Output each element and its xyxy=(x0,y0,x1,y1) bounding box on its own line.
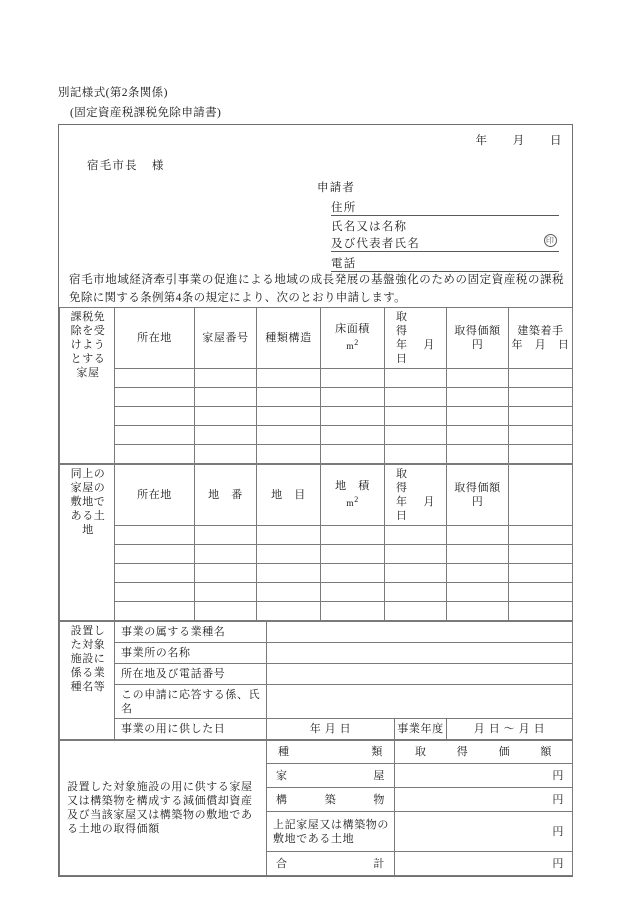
cell-blank[interactable] xyxy=(509,583,573,602)
applicant-section-label: 申請者 xyxy=(317,182,356,194)
cell-area[interactable] xyxy=(321,583,385,602)
cell-location[interactable] xyxy=(115,564,195,583)
cell-type-structure[interactable] xyxy=(257,369,321,388)
name-label-line1: 氏名又は名称 xyxy=(331,221,408,233)
building-col-floor-area: 床面積 $m^2$ xyxy=(321,308,385,369)
fiscal-to-month: 月 xyxy=(518,723,531,735)
building-row-label: 課税免除を受けようとする家屋 xyxy=(60,308,115,464)
acquisition-kind-structure: 構 築 物 xyxy=(267,788,395,812)
office-name-label: 事業所の名称 xyxy=(115,643,267,664)
cell-type-structure[interactable] xyxy=(257,407,321,426)
cell-location[interactable] xyxy=(115,407,195,426)
cell-acquisition-price[interactable] xyxy=(447,545,509,564)
land-data-row[interactable] xyxy=(60,564,573,583)
acquisition-table xyxy=(59,740,573,876)
cell-location[interactable] xyxy=(115,445,195,464)
land-col-area: 地 積 $m^2$ xyxy=(321,465,385,526)
building-col-construction-start: 建築着手 年 月 日 xyxy=(509,308,573,369)
cell-acquisition-price[interactable] xyxy=(447,526,509,545)
cell-acquisition-date[interactable] xyxy=(385,407,447,426)
building-col-acquisition-price: 取得価額 円 xyxy=(447,308,509,369)
name-label-line2: 及び代表者氏名 xyxy=(331,238,420,250)
contact-person-label: この申請に応答する係、氏名 xyxy=(115,685,267,719)
addressee-name: 宿毛市長 xyxy=(87,160,138,172)
application-form-box xyxy=(58,124,573,877)
business-type-value[interactable] xyxy=(267,622,573,643)
cell-number[interactable] xyxy=(195,445,257,464)
building-data-row[interactable] xyxy=(60,426,573,445)
cell-acquisition-price[interactable] xyxy=(447,583,509,602)
cell-acquisition-price[interactable] xyxy=(447,564,509,583)
cell-lot-number[interactable] xyxy=(195,602,257,621)
body-paragraph: 宿毛市地域経済牽引事業の促進による地域の成長発展の基盤強化のための固定資産税の課税免除に関する条例第4条の規定により、次のとおり申請します。 xyxy=(69,274,564,304)
cell-location[interactable] xyxy=(115,426,195,445)
fiscal-period-value[interactable] xyxy=(447,719,573,740)
cell-land-category[interactable] xyxy=(257,602,321,621)
cell-area[interactable] xyxy=(321,602,385,621)
land-data-row[interactable] xyxy=(60,526,573,545)
cell-land-category[interactable] xyxy=(257,526,321,545)
cell-land-category[interactable] xyxy=(257,564,321,583)
building-col-acquisition-date: 取 得 年 月 日 xyxy=(385,308,447,369)
business-table xyxy=(59,621,573,740)
fiscal-range-separator: 〜 xyxy=(503,723,516,735)
fiscal-year-label: 事業年度 xyxy=(395,719,447,740)
form-header-area xyxy=(59,125,572,307)
addressee-honorific: 様 xyxy=(151,160,165,172)
cell-location[interactable] xyxy=(115,545,195,564)
acquisition-col-kind: 種 類 xyxy=(267,741,395,764)
name-label-line1-row xyxy=(331,218,559,235)
cell-acquisition-price[interactable] xyxy=(447,388,509,407)
land-data-row[interactable] xyxy=(60,545,573,564)
cell-acquisition-date[interactable] xyxy=(385,426,447,445)
cell-acquisition-price[interactable] xyxy=(447,426,509,445)
cell-number[interactable] xyxy=(195,369,257,388)
cell-floor-area[interactable] xyxy=(321,407,385,426)
land-table xyxy=(59,464,573,621)
land-col-acquisition-date: 取 得 年 月 日 xyxy=(385,465,447,526)
cell-acquisition-date[interactable] xyxy=(385,369,447,388)
acquisition-amount-building[interactable]: 円 xyxy=(395,764,573,788)
cell-construction-start[interactable] xyxy=(509,445,573,464)
cell-acquisition-date[interactable] xyxy=(385,545,447,564)
land-data-row[interactable] xyxy=(60,602,573,621)
service-month-label: 月 xyxy=(324,723,337,735)
building-col-type-structure: 種類構造 xyxy=(257,308,321,369)
cell-type-structure[interactable] xyxy=(257,445,321,464)
service-day-label: 日 xyxy=(339,723,352,735)
land-data-row[interactable] xyxy=(60,583,573,602)
cell-number[interactable] xyxy=(195,426,257,445)
building-col-number: 家屋番号 xyxy=(195,308,257,369)
cell-lot-number[interactable] xyxy=(195,583,257,602)
business-row-label: 設置した対象施設に係る業種名等 xyxy=(60,622,115,740)
building-data-row[interactable] xyxy=(60,407,573,426)
cell-area[interactable] xyxy=(321,564,385,583)
form-title: 別記様式(第2条関係) xyxy=(58,87,168,99)
cell-construction-start[interactable] xyxy=(509,369,573,388)
land-col-acquisition-price: 取得価額 円 xyxy=(447,465,509,526)
acquisition-kind-land: 上記家屋又は構築物の敷地である土地 xyxy=(267,812,395,852)
cell-construction-start[interactable] xyxy=(509,388,573,407)
land-area-unit: $m^2$ xyxy=(346,494,359,510)
cell-blank[interactable] xyxy=(509,526,573,545)
contact-person-value[interactable] xyxy=(267,685,573,719)
office-address-tel-value[interactable] xyxy=(267,664,573,685)
land-col-land-category: 地 目 xyxy=(257,465,321,526)
land-col-blank xyxy=(509,465,573,526)
cell-acquisition-price[interactable] xyxy=(447,445,509,464)
floor-area-unit: $m^2$ xyxy=(346,337,359,353)
building-data-row[interactable] xyxy=(60,445,573,464)
cell-acquisition-date[interactable] xyxy=(385,564,447,583)
land-row-label: 同上の家屋の敷地である土地 xyxy=(60,465,115,621)
acquisition-row-label: 設置した対象施設の用に供する家屋又は構築物を構成する減価償却資産及び当該家屋又は構築物の敷地である土地の取得価額 xyxy=(60,741,267,876)
acquisition-amount-land[interactable]: 円 xyxy=(395,812,573,852)
telephone-label: 電話 xyxy=(331,258,357,270)
cell-acquisition-date[interactable] xyxy=(385,583,447,602)
cell-land-category[interactable] xyxy=(257,583,321,602)
cell-area[interactable] xyxy=(321,526,385,545)
cell-blank[interactable] xyxy=(509,545,573,564)
cell-construction-start[interactable] xyxy=(509,426,573,445)
cell-location[interactable] xyxy=(115,526,195,545)
office-address-tel-label: 所在地及び電話番号 xyxy=(115,664,267,685)
cell-construction-start[interactable] xyxy=(509,407,573,426)
cell-acquisition-price[interactable] xyxy=(447,407,509,426)
acquisition-kind-total: 合 計 xyxy=(267,852,395,876)
fiscal-from-day: 日 xyxy=(488,723,501,735)
cell-acquisition-date[interactable] xyxy=(385,602,447,621)
cell-lot-number[interactable] xyxy=(195,526,257,545)
seal-icon: 印 xyxy=(545,236,556,245)
office-name-value[interactable] xyxy=(267,643,573,664)
cell-location[interactable] xyxy=(115,583,195,602)
date-day-label: 日 xyxy=(550,135,562,147)
land-col-lot-number: 地 番 xyxy=(195,465,257,526)
building-col-location: 所在地 xyxy=(115,308,195,369)
name-field[interactable] xyxy=(331,235,559,252)
cell-acquisition-date[interactable] xyxy=(385,445,447,464)
building-data-row[interactable] xyxy=(60,388,573,407)
cell-type-structure[interactable] xyxy=(257,426,321,445)
cell-acquisition-price[interactable] xyxy=(447,602,509,621)
fiscal-from-month: 月 xyxy=(473,723,486,735)
service-date-value[interactable] xyxy=(267,719,395,740)
cell-acquisition-price[interactable] xyxy=(447,369,509,388)
cell-floor-area[interactable] xyxy=(321,369,385,388)
building-table xyxy=(59,307,573,464)
date-year-label: 年 xyxy=(475,135,488,147)
cell-floor-area[interactable] xyxy=(321,388,385,407)
date-month-label: 月 xyxy=(512,135,525,147)
addressee xyxy=(87,157,165,173)
acquisition-amount-structure[interactable]: 円 xyxy=(395,788,573,812)
cell-lot-number[interactable] xyxy=(195,545,257,564)
acquisition-col-amount: 取 得 価 額 xyxy=(395,741,573,764)
cell-location[interactable] xyxy=(115,388,195,407)
fiscal-to-day: 日 xyxy=(533,723,546,735)
building-data-row[interactable] xyxy=(60,369,573,388)
date-line xyxy=(475,132,562,148)
service-year-label: 年 xyxy=(309,723,322,735)
cell-location[interactable] xyxy=(115,369,195,388)
service-date-label: 事業の用に供した日 xyxy=(115,719,267,740)
land-col-location: 所在地 xyxy=(115,465,195,526)
cell-number[interactable] xyxy=(195,407,257,426)
cell-location[interactable] xyxy=(115,602,195,621)
cell-area[interactable] xyxy=(321,545,385,564)
cell-acquisition-date[interactable] xyxy=(385,526,447,545)
business-type-label: 事業の属する業種名 xyxy=(115,622,267,643)
cell-number[interactable] xyxy=(195,388,257,407)
cell-acquisition-date[interactable] xyxy=(385,388,447,407)
cell-blank[interactable] xyxy=(509,564,573,583)
cell-floor-area[interactable] xyxy=(321,426,385,445)
acquisition-amount-total[interactable]: 円 xyxy=(395,852,573,876)
cell-lot-number[interactable] xyxy=(195,564,257,583)
cell-land-category[interactable] xyxy=(257,545,321,564)
address-field[interactable] xyxy=(331,199,559,216)
cell-type-structure[interactable] xyxy=(257,388,321,407)
cell-floor-area[interactable] xyxy=(321,445,385,464)
telephone-field[interactable] xyxy=(331,255,559,272)
acquisition-kind-building: 家 屋 xyxy=(267,764,395,788)
cell-blank[interactable] xyxy=(509,602,573,621)
address-label: 住所 xyxy=(331,202,357,214)
form-subtitle: (固定資産税課税免除申請書) xyxy=(70,107,222,119)
